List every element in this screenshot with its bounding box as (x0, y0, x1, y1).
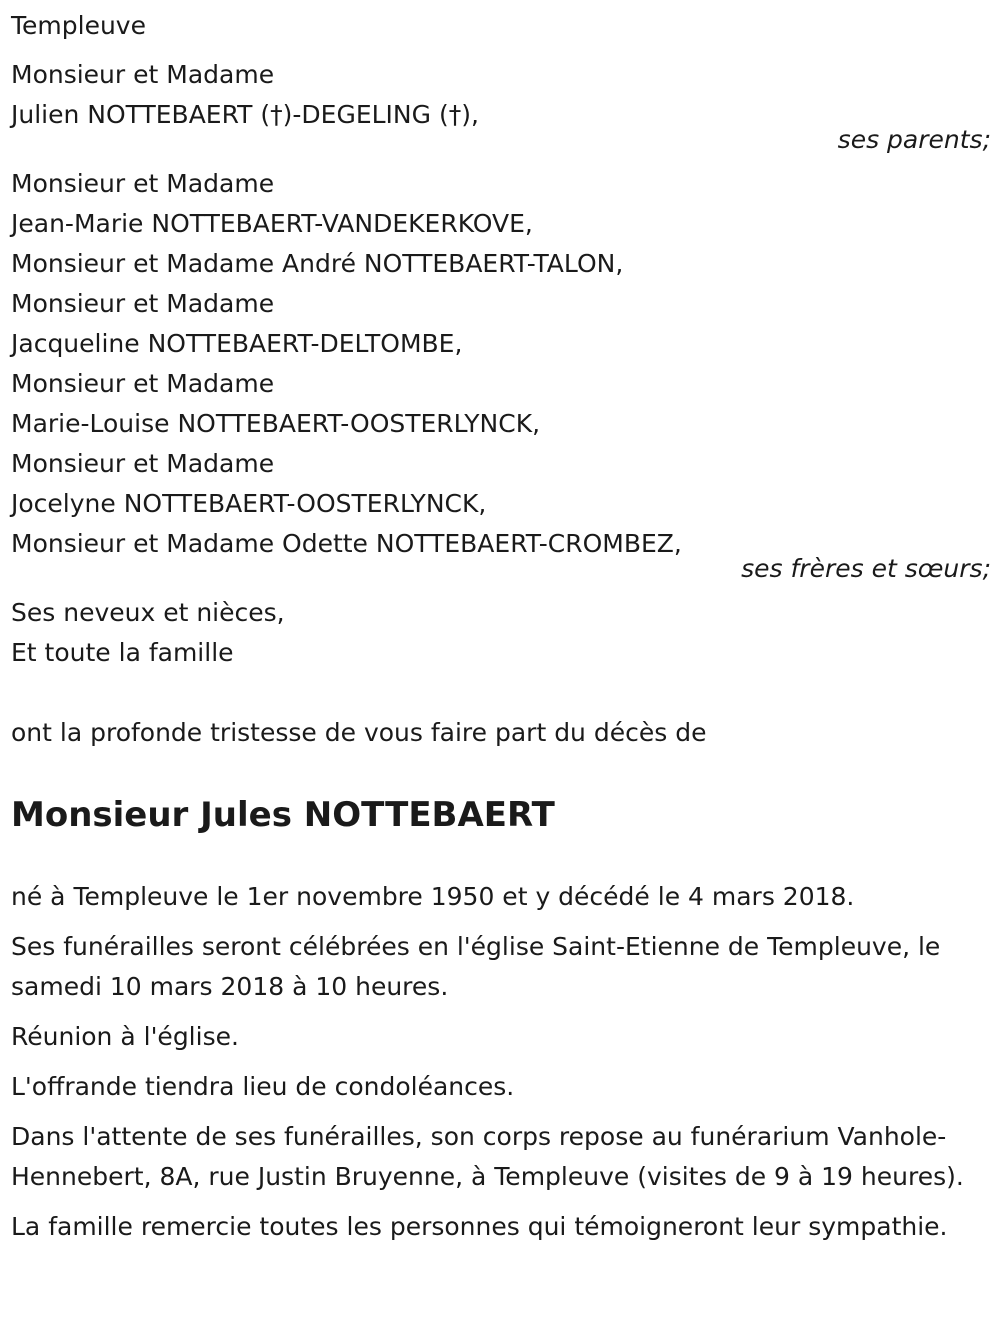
sibling-line: Monsieur et Madame (11, 169, 275, 198)
paragraph-meeting: Réunion à l'église. (11, 1022, 239, 1051)
spacer (11, 673, 991, 713)
siblings-relation-note: ses frères et sœurs; (741, 554, 991, 583)
parents-line: Julien NOTTEBAERT (†)-DEGELING (†), (11, 100, 479, 129)
siblings-block (11, 164, 991, 582)
family-block (11, 593, 991, 673)
spacer (11, 584, 991, 593)
paragraph-funerarium: Dans l'attente de ses funérailles, son corps repose au funérarium Vanhole-Hennebert, 8A, rue Justin Bruyenne, à Templeuve (visites de 9 à 19 heures). (11, 1122, 964, 1191)
sibling-line: Marie-Louise NOTTEBAERT-OOSTERLYNCK, (11, 409, 541, 438)
family-line: Ses neveux et nièces, (11, 598, 285, 627)
paragraph-funeral: Ses funérailles seront célébrées en l'église Saint-Etienne de Templeuve, le samedi 10 mars 2018 à 10 heures. (11, 932, 941, 1001)
obituary-notice (11, 6, 991, 1257)
sibling-line: Jean-Marie NOTTEBAERT-VANDEKERKOVE, (11, 209, 533, 238)
sibling-line: Monsieur et Madame André NOTTEBAERT-TALON, (11, 249, 624, 278)
place-heading: Templeuve (11, 11, 146, 40)
announcement-text: ont la profonde tristesse de vous faire part du décès de (11, 718, 707, 747)
sibling-line: Jocelyne NOTTEBAERT-OOSTERLYNCK, (11, 489, 487, 518)
parents-line: Monsieur et Madame (11, 60, 275, 89)
sibling-line: Monsieur et Madame (11, 289, 275, 318)
deceased-name: Monsieur Jules NOTTEBAERT (11, 795, 555, 835)
sibling-line: Monsieur et Madame Odette NOTTEBAERT-CROMBEZ, (11, 529, 682, 558)
spacer (11, 155, 991, 164)
spacer (11, 46, 991, 55)
parents-block (11, 55, 991, 153)
paragraph-thanks: La famille remercie toutes les personnes qui témoigneront leur sympathie. (11, 1212, 948, 1241)
sibling-line: Monsieur et Madame (11, 369, 275, 398)
family-line: Et toute la famille (11, 638, 234, 667)
paragraph-birth-death: né à Templeuve le 1er novembre 1950 et y décédé le 4 mars 2018. (11, 882, 855, 911)
paragraph-offering: L'offrande tiendra lieu de condoléances. (11, 1072, 515, 1101)
parents-relation-note: ses parents; (837, 125, 991, 154)
sibling-line: Jacqueline NOTTEBAERT-DELTOMBE, (11, 329, 463, 358)
sibling-line: Monsieur et Madame (11, 449, 275, 478)
